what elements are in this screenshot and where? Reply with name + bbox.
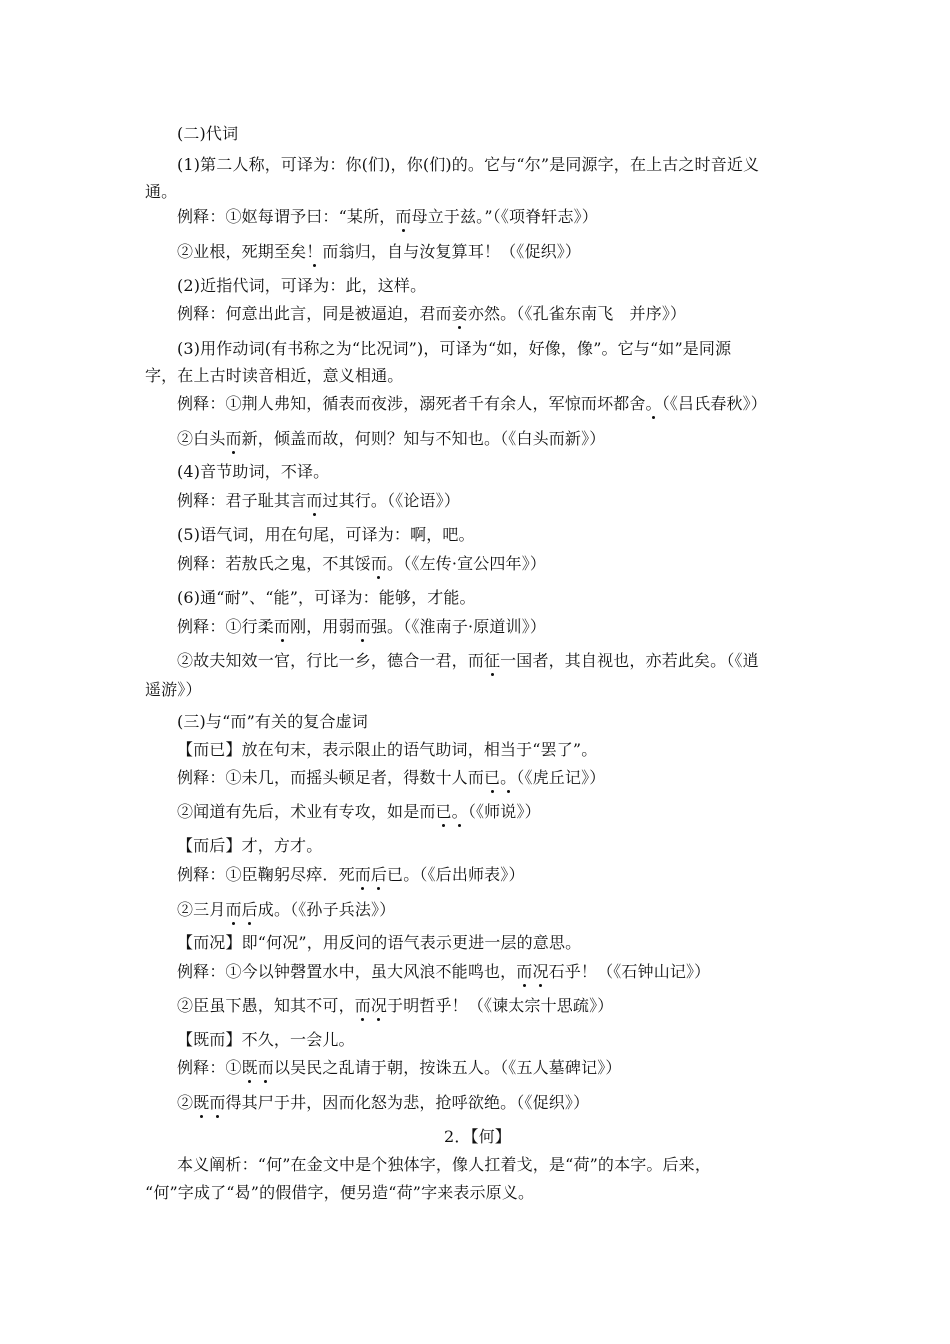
text-line: (6)通“耐”、“能”，可译为：能够，才能。 [177, 588, 476, 607]
text-line: 例释：①妪每谓予曰：“某所，而母立于兹。”（《项脊轩志》） [177, 207, 598, 226]
emphasis-dot-char: 而 [516, 962, 533, 981]
emphasis-dot-char: 妾 [451, 304, 468, 323]
text-line: ②闻道有先后，术业有专攻，如是而已。（《师说》） [177, 802, 541, 821]
text-line: ②臣虽下愚，知其不可，而况于明哲乎！（《谏太宗十思疏》） [177, 996, 614, 1015]
emphasis-dot-char: 而 [370, 554, 388, 573]
text-line: (4)音节助词，不译。 [177, 462, 330, 481]
text-line: 【既而】不久，一会儿。 [177, 1030, 355, 1049]
text-line: (2)近指代词，可译为：此，这样。 [177, 276, 427, 295]
text-line: 遥游》） [145, 680, 202, 699]
emphasis-dot-char: 。 [645, 394, 662, 413]
emphasis-dot-char: 而 [225, 900, 242, 919]
text-line: 例释：①行柔而刚，用弱而强。（《淮南子·原道训》） [177, 617, 546, 636]
emphasis-dot-char: 后 [241, 900, 258, 919]
text-line: 字，在上古时读音相近，意义相通。 [145, 366, 404, 385]
emphasis-dot-char: 而 [273, 617, 291, 636]
emphasis-dot-char: ！ [306, 242, 323, 261]
text-line: 例释：何意出此言，同是被逼迫，君而妾亦然。（《孔雀东南飞 并序》） [177, 304, 687, 323]
emphasis-dot-char: 而 [306, 491, 323, 510]
emphasis-dot-char: 而 [354, 865, 371, 884]
text-line: 通。 [145, 182, 178, 201]
emphasis-dot-char: 而 [209, 1093, 226, 1112]
text-line: (二)代词 [177, 124, 239, 143]
emphasis-dot-char: 况 [532, 962, 549, 981]
text-line: 例释：①未几，而摇头顿足者，得数十人而已。（《虎丘记》） [177, 768, 606, 787]
text-line: “何”字成了“曷”的假借字，便另造“荷”字来表示原义。 [145, 1183, 535, 1202]
text-line: 例释：①臣鞠躬尽瘁．死而后已。（《后出师表》） [177, 865, 525, 884]
emphasis-dot-char: 已 [435, 802, 452, 821]
text-line: (1)第二人称，可译为：你(们)，你(们)的。它与“尔”是同源字，在上古之时音近义 [177, 155, 760, 174]
text-line: (三)与“而”有关的复合虚词 [177, 712, 368, 731]
emphasis-dot-char: 已 [483, 768, 501, 787]
emphasis-dot-char: 后 [370, 865, 388, 884]
text-line: 【而已】放在句末，表示限止的语气助词，相当于“罢了”。 [177, 740, 598, 759]
text-line: (5)语气词，用在句尾，可译为：啊，吧。 [177, 525, 475, 544]
text-line: ②业根，死期至矣！而翁归，自与汝复算耳！（《促织》） [177, 242, 582, 261]
emphasis-dot-char: 既 [241, 1058, 258, 1077]
emphasis-dot-char: 而 [354, 617, 371, 636]
text-line: 例释：若敖氏之鬼，不其馁而。（《左传·宣公四年》） [177, 554, 546, 573]
text-line: 【而况】即“何况”，用反问的语气表示更进一层的意思。 [177, 933, 582, 952]
emphasis-dot-char: 既 [193, 1093, 210, 1112]
text-line: 例释：①今以钟磬置水中，虽大风浪不能鸣也，而况石乎！（《石钟山记》） [177, 962, 711, 981]
emphasis-dot-char: 。 [451, 802, 468, 821]
text-line: ②白头而新，倾盖而故，何则？知与不知也。（《白头而新》） [177, 429, 606, 448]
emphasis-dot-char: 而 [354, 996, 371, 1015]
text-line: 本义阐析：“何”在金文中是个独体字，像人扛着戈，是“荷”的本字。后来， [177, 1155, 711, 1174]
section-heading: 2．【何】 [444, 1127, 511, 1146]
emphasis-dot-char: 而 [225, 429, 242, 448]
emphasis-dot-char: 。 [500, 768, 517, 787]
text-line: 例释：君子耻其言而过其行。（《论语》） [177, 491, 460, 510]
text-line: 例释：①荆人弗知，循表而夜涉，溺死者千有余人，军惊而坏都舍。（《吕氏春秋》） [177, 394, 767, 413]
text-line: 例释：①既而以吴民之乱请于朝，按诛五人。（《五人墓碑记》） [177, 1058, 622, 1077]
text-line: 【而后】才，方才。 [177, 836, 323, 855]
text-line: (3)用作动词(有书称之为“比况词”)，可译为“如，好像，像”。它与“如”是同源 [177, 339, 732, 358]
text-line: ②既而得其尸于井，因而化怒为悲，抢呼欲绝。（《促织》） [177, 1093, 590, 1112]
text-line: ②三月而后成。（《孙子兵法》） [177, 900, 396, 919]
emphasis-dot-char: 征 [483, 651, 501, 670]
emphasis-dot-char: 况 [370, 996, 388, 1015]
text-line: ②故夫知效一官，行比一乡，德合一君，而征一国者，其自视也，亦若此矣。（《逍 [177, 651, 759, 670]
emphasis-dot-char: 而 [257, 1058, 274, 1077]
emphasis-dot-char: 而 [395, 207, 412, 226]
